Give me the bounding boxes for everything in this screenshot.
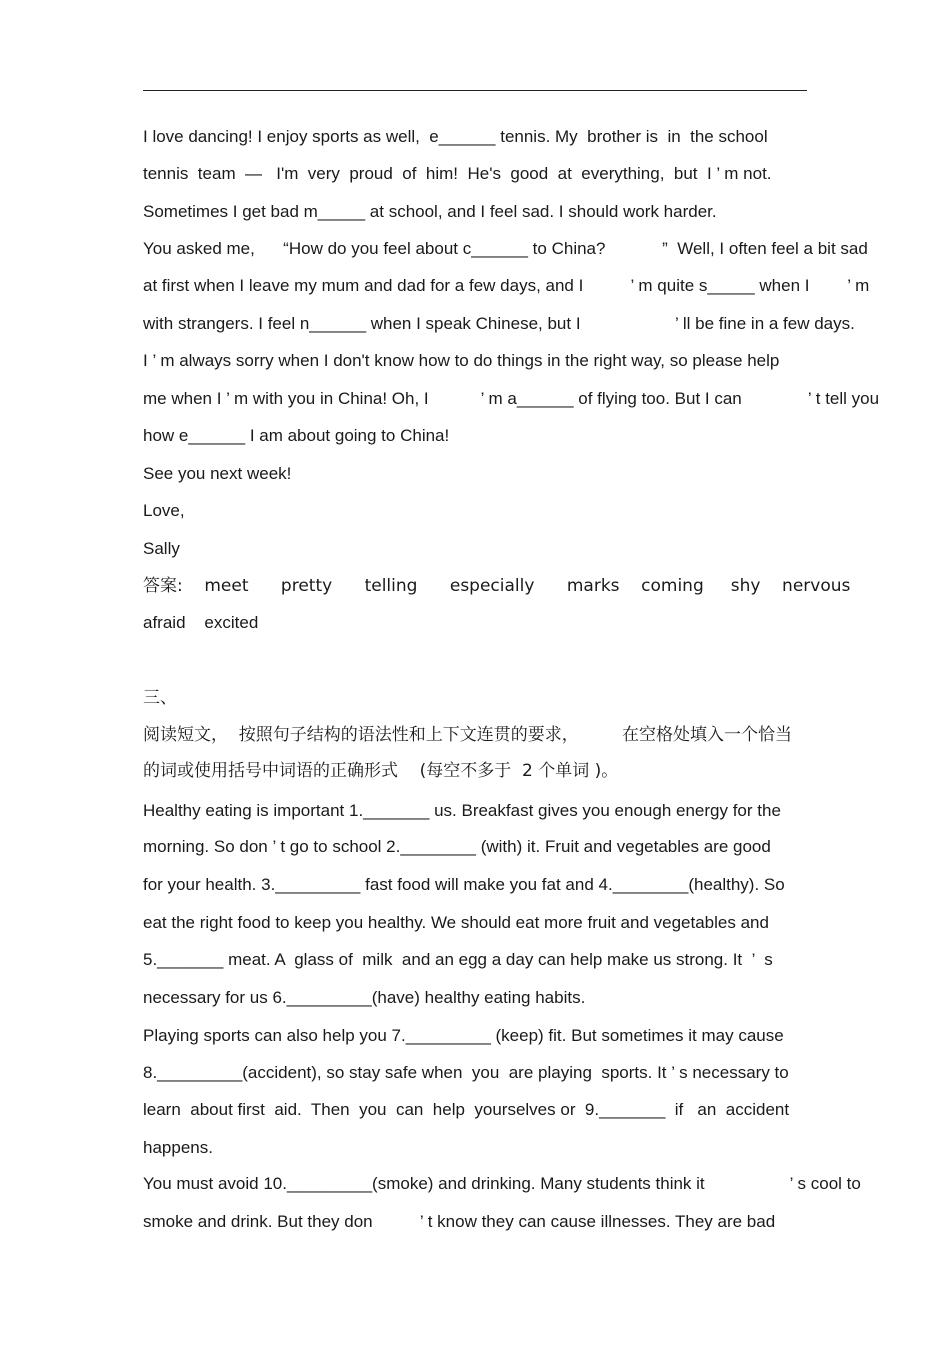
section-title: 三、 [143, 688, 177, 708]
answer-key: afraid excited [143, 613, 259, 632]
passage-line: for your health. 3._________ fast food will make you fat and 4.________(healthy). So [143, 875, 785, 894]
letter-line: You asked me, “How do you feel about c______ to China? ” Well, I often feel a bit sad [143, 239, 868, 258]
passage-line: necessary for us 6._________(have) healthy eating habits. [143, 988, 586, 1007]
letter-closing: Love, [143, 501, 185, 520]
passage-line: morning. So don ’ t go to school 2.________ (with) it. Fruit and vegetables are good [143, 837, 771, 856]
passage-line: 8._________(accident), so stay safe when you are playing sports. It ’ s necessary to [143, 1063, 789, 1082]
letter-line: how e______ I am about going to China! [143, 426, 450, 445]
letter-line: with strangers. I feel n______ when I speak Chinese, but I ’ ll be fine in a few days. [143, 314, 855, 333]
letter-line: I love dancing! I enjoy sports as well, e______ tennis. My brother is in the school [143, 127, 768, 146]
letter-line: at first when I leave my mum and dad for a few days, and I ’ m quite s_____ when I ’ m [143, 276, 870, 295]
letter-signature: Sally [143, 539, 180, 558]
letter-line: I ’ m always sorry when I don't know how to do things in the right way, so please help [143, 351, 780, 370]
passage-line: happens. [143, 1138, 213, 1157]
passage-line: eat the right food to keep you healthy. We should eat more fruit and vegetables and [143, 913, 769, 932]
passage-line: learn about first aid. Then you can help yourselves or 9._______ if an accident [143, 1100, 790, 1119]
header-rule [143, 90, 807, 91]
instructions: 的词或使用括号中词语的正确形式 (每空不多于 2 个单词 )。 [143, 761, 619, 781]
letter-line: tennis team — I'm very proud of him! He's good at everything, but I ’ m not. [143, 164, 772, 183]
passage-line: Playing sports can also help you 7._________ (keep) fit. But sometimes it may cause [143, 1026, 784, 1045]
letter-line: Sometimes I get bad m_____ at school, and I feel sad. I should work harder. [143, 202, 717, 221]
passage-line: 5._______ meat. A glass of milk and an egg a day can help make us strong. It ’ s [143, 950, 773, 969]
passage-line: Healthy eating is important 1._______ us. Breakfast gives you enough energy for the [143, 801, 781, 820]
passage-line: smoke and drink. But they don ’ t know they can cause illnesses. They are bad [143, 1212, 776, 1231]
letter-line: me when I ’ m with you in China! Oh, I ’ m a______ of flying too. But I can ’ t tell you [143, 389, 880, 408]
instructions: 阅读短文， 按照句子结构的语法性和上下文连贯的要求， 在空格处填入一个恰当 [143, 725, 793, 745]
answer-key: 答案: meet pretty telling especially marks coming shy nervous [143, 576, 851, 596]
passage-line: You must avoid 10._________(smoke) and drinking. Many students think it ’ s cool to [143, 1174, 861, 1193]
letter-closing: See you next week! [143, 464, 292, 483]
